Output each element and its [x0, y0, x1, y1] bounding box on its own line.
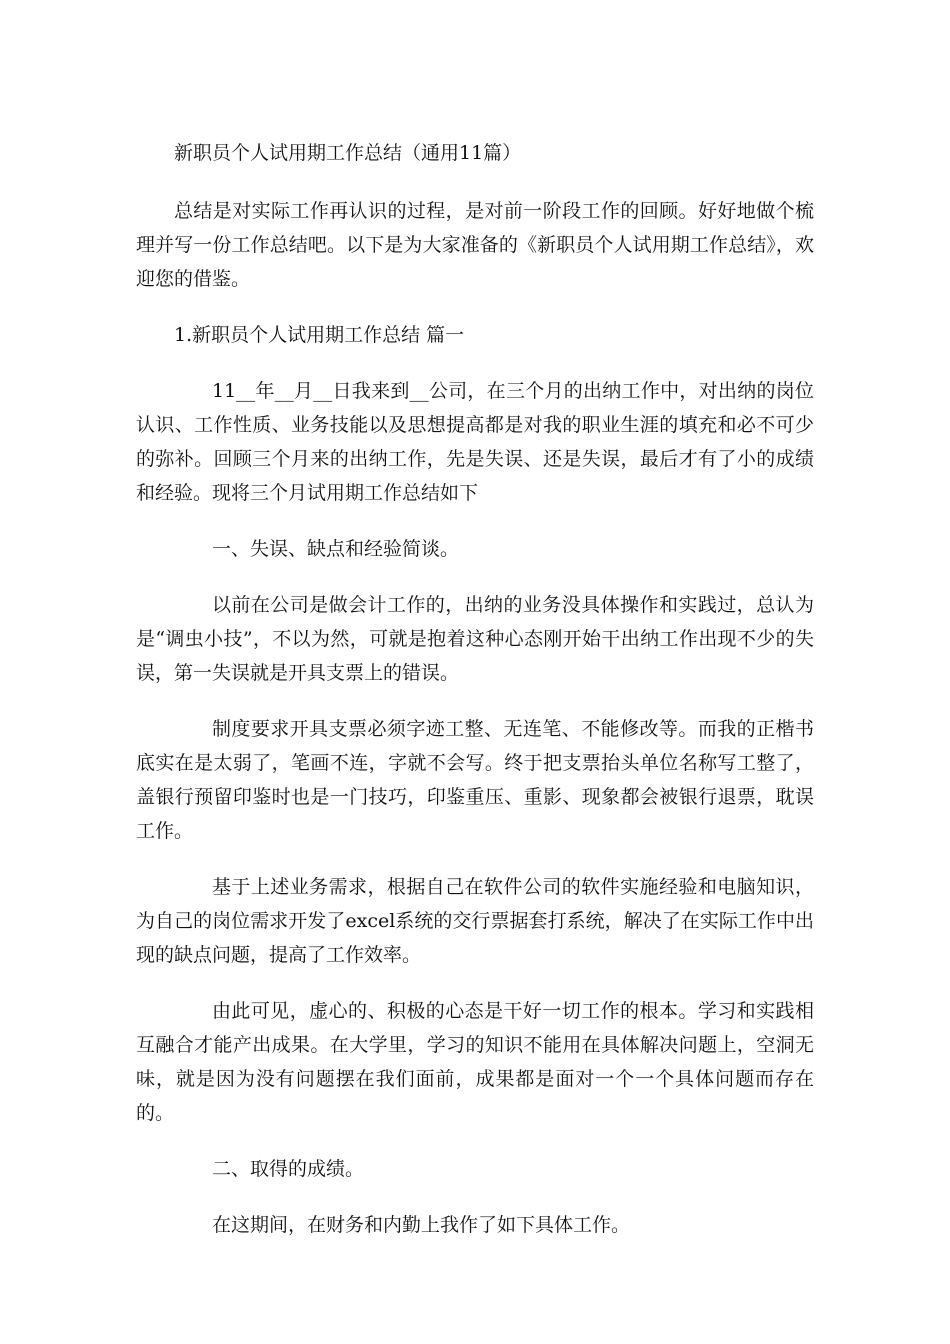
document-body — [136, 136, 814, 1264]
paragraph-2: 以前在公司是做会计工作的，出纳的业务没具体操作和实践过，总认为是“调虫小技”，不以为然，可就是抱着这种心态刚开始干出纳工作出现不少的失误，第一失误就是开具支票上的错误。 — [136, 594, 814, 684]
subheading-1: 一、失误、缺点和经验简谈。 — [212, 538, 460, 560]
paragraph-5: 由此可见，虚心的、积极的心态是干好一切工作的根本。学习和实践相互融合才能产出成果。在大学里，学习的知识不能用在具体解决问题上，空洞无味，就是因为没有问题摆在我们面前，成果都是面对一个一个具体问题而存在的。 — [136, 1000, 814, 1124]
section-heading-1: 1.新职员个人试用期工作总结 篇一 — [174, 324, 465, 346]
paragraph-6: 在这期间，在财务和内勤上我作了如下具体工作。 — [212, 1214, 631, 1236]
paragraph-4: 基于上述业务需求，根据自己在软件公司的软件实施经验和电脑知识，为自己的岗位需求开发了excel系统的交行票据套打系统，解决了在实际工作中出现的缺点问题，提高了工作效率。 — [136, 876, 814, 966]
intro-paragraph: 总结是对实际工作再认识的过程，是对前一阶段工作的回顾。好好地做个梳理并写一份工作总结吧。以下是为大家准备的《新职员个人试用期工作总结》，欢迎您的借鉴。 — [136, 200, 814, 290]
paragraph-3: 制度要求开具支票必须字迹工整、无连笔、不能修改等。而我的正楷书底实在是太弱了，笔画不连，字就不会写。终于把支票抬头单位名称写工整了，盖银行预留印鉴时也是一门技巧，印鉴重压、重影、现象都会被银行退票，耽误工作。 — [136, 718, 814, 842]
document-title: 新职员个人试用期工作总结（通用11篇） — [174, 142, 522, 164]
paragraph-1: 11__年__月__日我来到__公司，在三个月的出纳工作中，对出纳的岗位认识、工作性质、业务技能以及思想提高都是对我的职业生涯的填充和必不可少的弥补。回顾三个月来的出纳工作，先是失误、还是失误，最后才有了小的成绩和经验。现将三个月试用期工作总结如下 — [136, 380, 814, 504]
subheading-2: 二、取得的成绩。 — [212, 1158, 365, 1180]
